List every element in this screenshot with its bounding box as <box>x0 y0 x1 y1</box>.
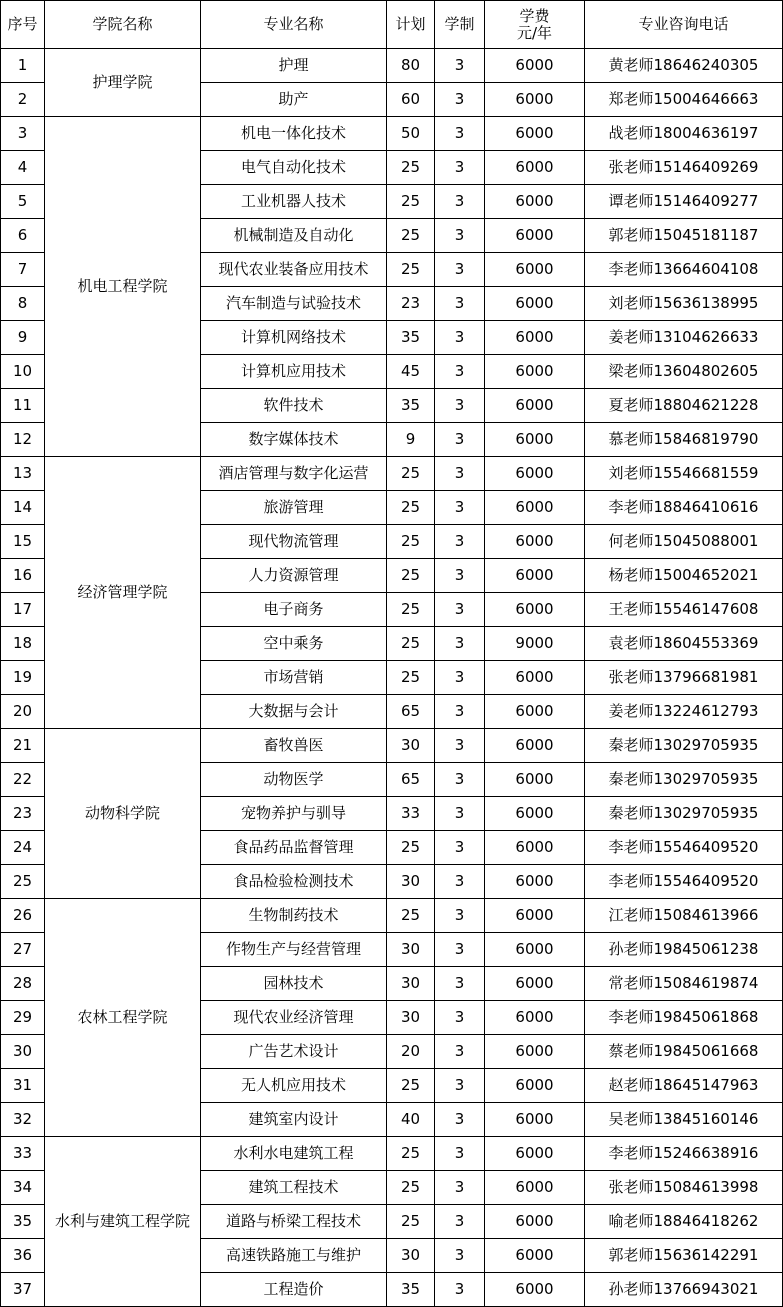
tuition-fee: 6000 <box>485 389 585 423</box>
row-no: 5 <box>1 185 45 219</box>
contact-phone: 秦老师13029705935 <box>585 729 783 763</box>
major-name: 现代物流管理 <box>201 525 387 559</box>
contact-phone: 李老师15546409520 <box>585 831 783 865</box>
row-no: 24 <box>1 831 45 865</box>
study-years: 3 <box>435 899 485 933</box>
row-no: 30 <box>1 1035 45 1069</box>
tuition-fee: 6000 <box>485 83 585 117</box>
study-years: 3 <box>435 1273 485 1307</box>
tuition-fee: 6000 <box>485 763 585 797</box>
study-years: 3 <box>435 593 485 627</box>
contact-phone: 孙老师13766943021 <box>585 1273 783 1307</box>
study-years: 3 <box>435 219 485 253</box>
tuition-fee: 6000 <box>485 695 585 729</box>
tuition-fee: 6000 <box>485 1137 585 1171</box>
major-name: 人力资源管理 <box>201 559 387 593</box>
plan-count: 35 <box>387 321 435 355</box>
tuition-fee: 6000 <box>485 1239 585 1273</box>
tuition-fee: 6000 <box>485 933 585 967</box>
row-no: 8 <box>1 287 45 321</box>
tuition-fee: 6000 <box>485 253 585 287</box>
table-row <box>1 1137 783 1171</box>
contact-phone: 战老师18004636197 <box>585 117 783 151</box>
major-name: 建筑室内设计 <box>201 1103 387 1137</box>
major-name: 现代农业经济管理 <box>201 1001 387 1035</box>
contact-phone: 张老师15084613998 <box>585 1171 783 1205</box>
contact-phone: 常老师15084619874 <box>585 967 783 1001</box>
tuition-fee: 6000 <box>485 559 585 593</box>
header-fee <box>485 1 585 49</box>
college-name: 动物科学院 <box>45 729 201 899</box>
study-years: 3 <box>435 1239 485 1273</box>
row-no: 23 <box>1 797 45 831</box>
plan-count: 25 <box>387 491 435 525</box>
header-no: 序号 <box>1 1 45 49</box>
study-years: 3 <box>435 1205 485 1239</box>
major-name: 工程造价 <box>201 1273 387 1307</box>
study-years: 3 <box>435 559 485 593</box>
row-no: 11 <box>1 389 45 423</box>
row-no: 17 <box>1 593 45 627</box>
table-row <box>1 49 783 83</box>
plan-count: 45 <box>387 355 435 389</box>
college-name: 经济管理学院 <box>45 457 201 729</box>
contact-phone: 江老师15084613966 <box>585 899 783 933</box>
tuition-fee: 6000 <box>485 525 585 559</box>
study-years: 3 <box>435 457 485 491</box>
tuition-fee: 6000 <box>485 287 585 321</box>
contact-phone: 刘老师15636138995 <box>585 287 783 321</box>
contact-phone: 郑老师15004646663 <box>585 83 783 117</box>
tuition-fee: 6000 <box>485 151 585 185</box>
row-no: 37 <box>1 1273 45 1307</box>
plan-count: 33 <box>387 797 435 831</box>
contact-phone: 孙老师19845061238 <box>585 933 783 967</box>
major-name: 宠物养护与驯导 <box>201 797 387 831</box>
tuition-fee: 6000 <box>485 729 585 763</box>
study-years: 3 <box>435 1103 485 1137</box>
tuition-fee: 6000 <box>485 457 585 491</box>
plan-count: 25 <box>387 1069 435 1103</box>
plan-count: 25 <box>387 1205 435 1239</box>
study-years: 3 <box>435 389 485 423</box>
header-years: 学制 <box>435 1 485 49</box>
major-name: 食品药品监督管理 <box>201 831 387 865</box>
plan-count: 25 <box>387 559 435 593</box>
contact-phone: 喻老师18846418262 <box>585 1205 783 1239</box>
study-years: 3 <box>435 729 485 763</box>
row-no: 29 <box>1 1001 45 1035</box>
contact-phone: 杨老师15004652021 <box>585 559 783 593</box>
study-years: 3 <box>435 1035 485 1069</box>
plan-count: 60 <box>387 83 435 117</box>
plan-count: 65 <box>387 695 435 729</box>
tuition-fee: 6000 <box>485 1273 585 1307</box>
major-name: 建筑工程技术 <box>201 1171 387 1205</box>
contact-phone: 夏老师18804621228 <box>585 389 783 423</box>
row-no: 10 <box>1 355 45 389</box>
header-phone: 专业咨询电话 <box>585 1 783 49</box>
contact-phone: 梁老师13604802605 <box>585 355 783 389</box>
row-no: 9 <box>1 321 45 355</box>
row-no: 19 <box>1 661 45 695</box>
contact-phone: 赵老师18645147963 <box>585 1069 783 1103</box>
plan-count: 25 <box>387 593 435 627</box>
tuition-fee: 6000 <box>485 797 585 831</box>
plan-count: 23 <box>387 287 435 321</box>
contact-phone: 蔡老师19845061668 <box>585 1035 783 1069</box>
major-name: 作物生产与经营管理 <box>201 933 387 967</box>
contact-phone: 姜老师13104626633 <box>585 321 783 355</box>
major-name: 旅游管理 <box>201 491 387 525</box>
study-years: 3 <box>435 627 485 661</box>
plan-count: 25 <box>387 219 435 253</box>
row-no: 32 <box>1 1103 45 1137</box>
contact-phone: 刘老师15546681559 <box>585 457 783 491</box>
tuition-fee: 6000 <box>485 1001 585 1035</box>
row-no: 31 <box>1 1069 45 1103</box>
contact-phone: 秦老师13029705935 <box>585 797 783 831</box>
row-no: 13 <box>1 457 45 491</box>
row-no: 14 <box>1 491 45 525</box>
tuition-fee: 6000 <box>485 865 585 899</box>
major-name: 大数据与会计 <box>201 695 387 729</box>
contact-phone: 袁老师18604553369 <box>585 627 783 661</box>
major-name: 计算机应用技术 <box>201 355 387 389</box>
plan-count: 50 <box>387 117 435 151</box>
major-name: 畜牧兽医 <box>201 729 387 763</box>
contact-phone: 李老师13664604108 <box>585 253 783 287</box>
plan-count: 25 <box>387 661 435 695</box>
table-body <box>1 49 783 1307</box>
header-college: 学院名称 <box>45 1 201 49</box>
row-no: 33 <box>1 1137 45 1171</box>
row-no: 7 <box>1 253 45 287</box>
tuition-fee: 6000 <box>485 661 585 695</box>
plan-count: 25 <box>387 831 435 865</box>
contact-phone: 郭老师15045181187 <box>585 219 783 253</box>
plan-count: 25 <box>387 1137 435 1171</box>
major-name: 无人机应用技术 <box>201 1069 387 1103</box>
plan-count: 35 <box>387 1273 435 1307</box>
row-no: 25 <box>1 865 45 899</box>
table-row <box>1 899 783 933</box>
contact-phone: 李老师15546409520 <box>585 865 783 899</box>
major-name: 工业机器人技术 <box>201 185 387 219</box>
header-fee-line2: 元/年 <box>516 23 553 42</box>
contact-phone: 吴老师13845160146 <box>585 1103 783 1137</box>
row-no: 16 <box>1 559 45 593</box>
major-name: 生物制药技术 <box>201 899 387 933</box>
college-name: 护理学院 <box>45 49 201 117</box>
study-years: 3 <box>435 831 485 865</box>
study-years: 3 <box>435 865 485 899</box>
plan-count: 35 <box>387 389 435 423</box>
contact-phone: 李老师15246638916 <box>585 1137 783 1171</box>
row-no: 20 <box>1 695 45 729</box>
plan-count: 25 <box>387 185 435 219</box>
study-years: 3 <box>435 967 485 1001</box>
contact-phone: 张老师15146409269 <box>585 151 783 185</box>
plan-count: 30 <box>387 967 435 1001</box>
tuition-fee: 6000 <box>485 1171 585 1205</box>
header-major: 专业名称 <box>201 1 387 49</box>
major-name: 计算机网络技术 <box>201 321 387 355</box>
row-no: 34 <box>1 1171 45 1205</box>
major-name: 助产 <box>201 83 387 117</box>
study-years: 3 <box>435 695 485 729</box>
row-no: 15 <box>1 525 45 559</box>
row-no: 27 <box>1 933 45 967</box>
plan-count: 25 <box>387 457 435 491</box>
college-name: 机电工程学院 <box>45 117 201 457</box>
row-no: 3 <box>1 117 45 151</box>
tuition-fee: 6000 <box>485 321 585 355</box>
row-no: 6 <box>1 219 45 253</box>
plan-count: 25 <box>387 899 435 933</box>
row-no: 2 <box>1 83 45 117</box>
plan-count: 25 <box>387 151 435 185</box>
table-row <box>1 457 783 491</box>
major-name: 食品检验检测技术 <box>201 865 387 899</box>
contact-phone: 姜老师13224612793 <box>585 695 783 729</box>
tuition-fee: 6000 <box>485 117 585 151</box>
plan-count: 25 <box>387 627 435 661</box>
contact-phone: 郭老师15636142291 <box>585 1239 783 1273</box>
contact-phone: 谭老师15146409277 <box>585 185 783 219</box>
row-no: 4 <box>1 151 45 185</box>
study-years: 3 <box>435 1171 485 1205</box>
contact-phone: 黄老师18646240305 <box>585 49 783 83</box>
tuition-fee: 6000 <box>485 1103 585 1137</box>
contact-phone: 李老师18846410616 <box>585 491 783 525</box>
plan-count: 30 <box>387 933 435 967</box>
study-years: 3 <box>435 491 485 525</box>
study-years: 3 <box>435 423 485 457</box>
study-years: 3 <box>435 117 485 151</box>
major-name: 电气自动化技术 <box>201 151 387 185</box>
college-name: 农林工程学院 <box>45 899 201 1137</box>
row-no: 21 <box>1 729 45 763</box>
major-name: 广告艺术设计 <box>201 1035 387 1069</box>
tuition-fee: 6000 <box>485 1035 585 1069</box>
plan-count: 30 <box>387 729 435 763</box>
row-no: 22 <box>1 763 45 797</box>
major-name: 机械制造及自动化 <box>201 219 387 253</box>
contact-phone: 慕老师15846819790 <box>585 423 783 457</box>
tuition-fee: 9000 <box>485 627 585 661</box>
major-name: 高速铁路施工与维护 <box>201 1239 387 1273</box>
tuition-fee: 6000 <box>485 1205 585 1239</box>
study-years: 3 <box>435 933 485 967</box>
table-row <box>1 729 783 763</box>
major-name: 现代农业装备应用技术 <box>201 253 387 287</box>
major-name: 市场营销 <box>201 661 387 695</box>
row-no: 12 <box>1 423 45 457</box>
row-no: 28 <box>1 967 45 1001</box>
tuition-fee: 6000 <box>485 49 585 83</box>
tuition-fee: 6000 <box>485 219 585 253</box>
study-years: 3 <box>435 355 485 389</box>
study-years: 3 <box>435 185 485 219</box>
major-name: 道路与桥梁工程技术 <box>201 1205 387 1239</box>
study-years: 3 <box>435 151 485 185</box>
major-name: 园林技术 <box>201 967 387 1001</box>
study-years: 3 <box>435 321 485 355</box>
study-years: 3 <box>435 525 485 559</box>
row-no: 18 <box>1 627 45 661</box>
plan-count: 25 <box>387 1171 435 1205</box>
plan-count: 30 <box>387 1239 435 1273</box>
study-years: 3 <box>435 1001 485 1035</box>
plan-count: 30 <box>387 865 435 899</box>
study-years: 3 <box>435 763 485 797</box>
study-years: 3 <box>435 253 485 287</box>
major-name: 护理 <box>201 49 387 83</box>
table-row <box>1 117 783 151</box>
major-name: 动物医学 <box>201 763 387 797</box>
plan-count: 65 <box>387 763 435 797</box>
plan-count: 30 <box>387 1001 435 1035</box>
tuition-fee: 6000 <box>485 593 585 627</box>
study-years: 3 <box>435 49 485 83</box>
row-no: 26 <box>1 899 45 933</box>
major-name: 机电一体化技术 <box>201 117 387 151</box>
header-plan: 计划 <box>387 1 435 49</box>
plan-count: 25 <box>387 253 435 287</box>
row-no: 1 <box>1 49 45 83</box>
plan-count: 20 <box>387 1035 435 1069</box>
contact-phone: 王老师15546147608 <box>585 593 783 627</box>
header-fee-line1: 学费 <box>519 6 550 25</box>
major-name: 软件技术 <box>201 389 387 423</box>
row-no: 35 <box>1 1205 45 1239</box>
major-name: 电子商务 <box>201 593 387 627</box>
contact-phone: 李老师19845061868 <box>585 1001 783 1035</box>
study-years: 3 <box>435 1137 485 1171</box>
tuition-fee: 6000 <box>485 355 585 389</box>
study-years: 3 <box>435 83 485 117</box>
study-years: 3 <box>435 661 485 695</box>
plan-count: 80 <box>387 49 435 83</box>
major-name: 汽车制造与试验技术 <box>201 287 387 321</box>
contact-phone: 张老师13796681981 <box>585 661 783 695</box>
tuition-fee: 6000 <box>485 899 585 933</box>
study-years: 3 <box>435 797 485 831</box>
tuition-fee: 6000 <box>485 185 585 219</box>
tuition-fee: 6000 <box>485 967 585 1001</box>
contact-phone: 何老师15045088001 <box>585 525 783 559</box>
tuition-fee: 6000 <box>485 831 585 865</box>
study-years: 3 <box>435 287 485 321</box>
plan-count: 40 <box>387 1103 435 1137</box>
tuition-fee: 6000 <box>485 423 585 457</box>
row-no: 36 <box>1 1239 45 1273</box>
tuition-fee: 6000 <box>485 491 585 525</box>
major-name: 水利水电建筑工程 <box>201 1137 387 1171</box>
major-name: 酒店管理与数字化运营 <box>201 457 387 491</box>
plan-count: 25 <box>387 525 435 559</box>
contact-phone: 秦老师13029705935 <box>585 763 783 797</box>
major-name: 数字媒体技术 <box>201 423 387 457</box>
college-name: 水利与建筑工程学院 <box>45 1137 201 1307</box>
study-years: 3 <box>435 1069 485 1103</box>
tuition-fee: 6000 <box>485 1069 585 1103</box>
major-name: 空中乘务 <box>201 627 387 661</box>
plan-count: 9 <box>387 423 435 457</box>
header-row <box>1 1 783 49</box>
